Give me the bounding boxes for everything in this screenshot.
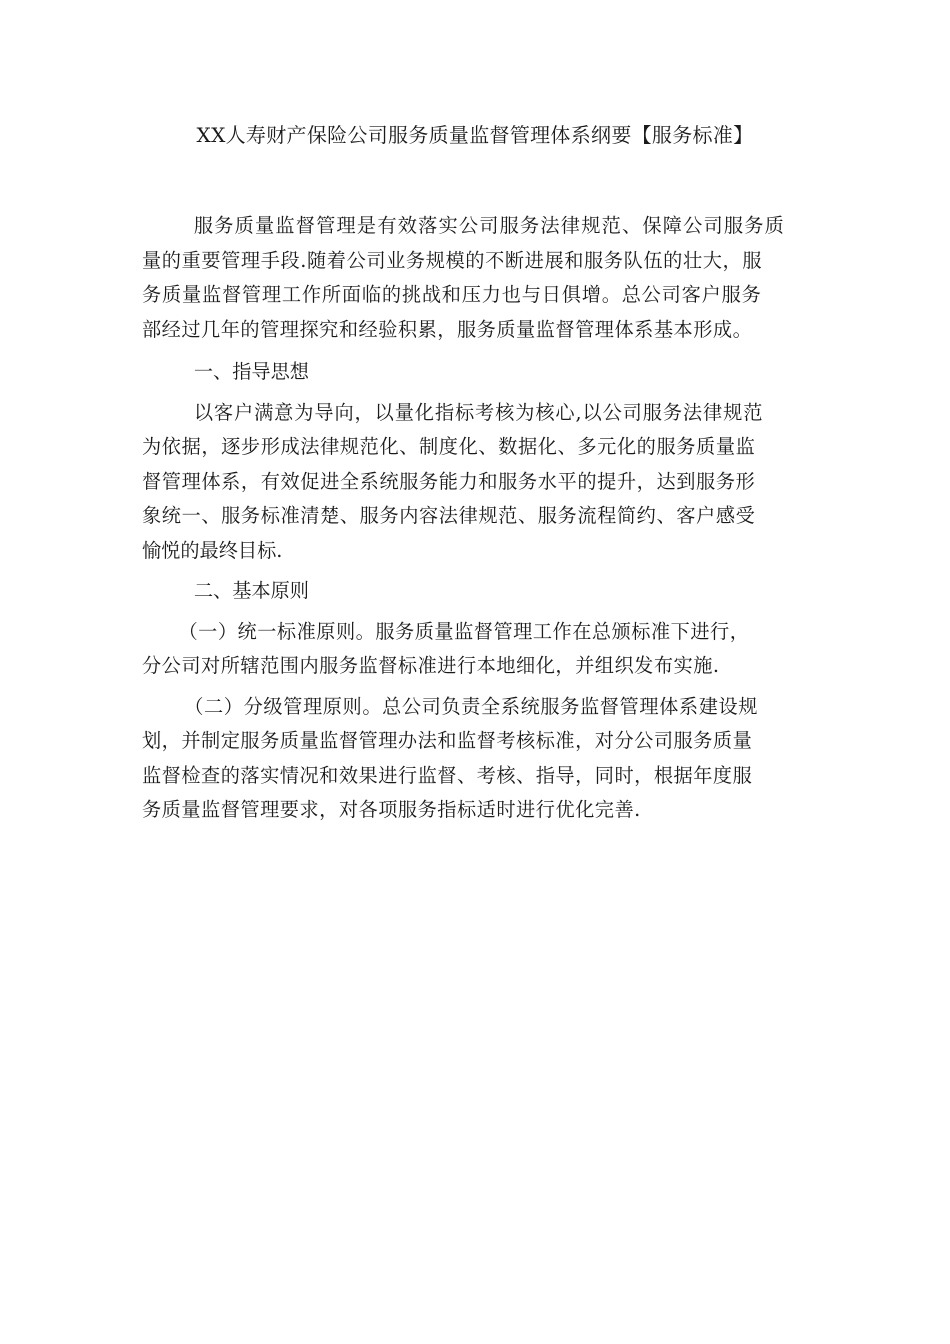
intro-paragraph [142,209,818,347]
section-heading-basic-principles: 二、基本原则 [193,579,309,602]
text-line: 愉悦的最终目标. [142,538,283,562]
text-line: 划，并制定服务质量监督管理办法和监督考核标准，对分公司服务质量 [142,729,753,752]
text-line: 务质量监督管理要求，对各项服务指标适时进行优化完善. [142,798,641,821]
text-line: 服务质量监督管理是有效落实公司服务法律规范、保障公司服务质 [193,214,786,237]
principle-tiered-management-paragraph [142,690,818,828]
principle-unified-standard-paragraph [142,615,818,684]
text-line: 量的重要管理手段.随着公司业务规模的不断进展和服务队伍的壮大，服 [142,248,763,272]
document-title: XX人寿财产保险公司服务质量监督管理体系纲要【服务标准】 [196,123,754,147]
text-line: 务质量监督管理工作所面临的挑战和压力也与日俱增。总公司客户服务 [142,283,762,306]
text-line: 为依据，逐步形成法律规范化、制度化、数据化、多元化的服务质量监 [142,435,756,458]
text-line: 督管理体系，有效促进全系统服务能力和服务水平的提升，达到服务形 [142,469,756,493]
text-line: （二）分级管理原则。总公司负责全系统服务监督管理体系建设规 [184,694,759,718]
text-line: 以客户满意为导向，以量化指标考核为核心,以公司服务法律规范 [193,400,764,424]
text-line: 分公司对所辖范围内服务监督标准进行本地细化，并组织发布实施. [142,654,720,677]
text-line: 象统一、服务标准清楚、服务内容法律规范、服务流程简约、客户感受 [142,504,756,527]
text-line: 部经过几年的管理探究和经验积累，服务质量监督管理体系基本形成。 [142,317,753,341]
document-body [142,209,818,831]
guiding-ideology-paragraph [142,396,818,569]
text-line: （一）统一标准原则。服务质量监督管理工作在总颁标准下进行， [178,619,750,643]
text-line: 监督检查的落实情况和效果进行监督、考核、指导，同时，根据年度服 [142,763,753,787]
section-heading-guiding-ideology: 一、指导思想 [193,360,309,383]
